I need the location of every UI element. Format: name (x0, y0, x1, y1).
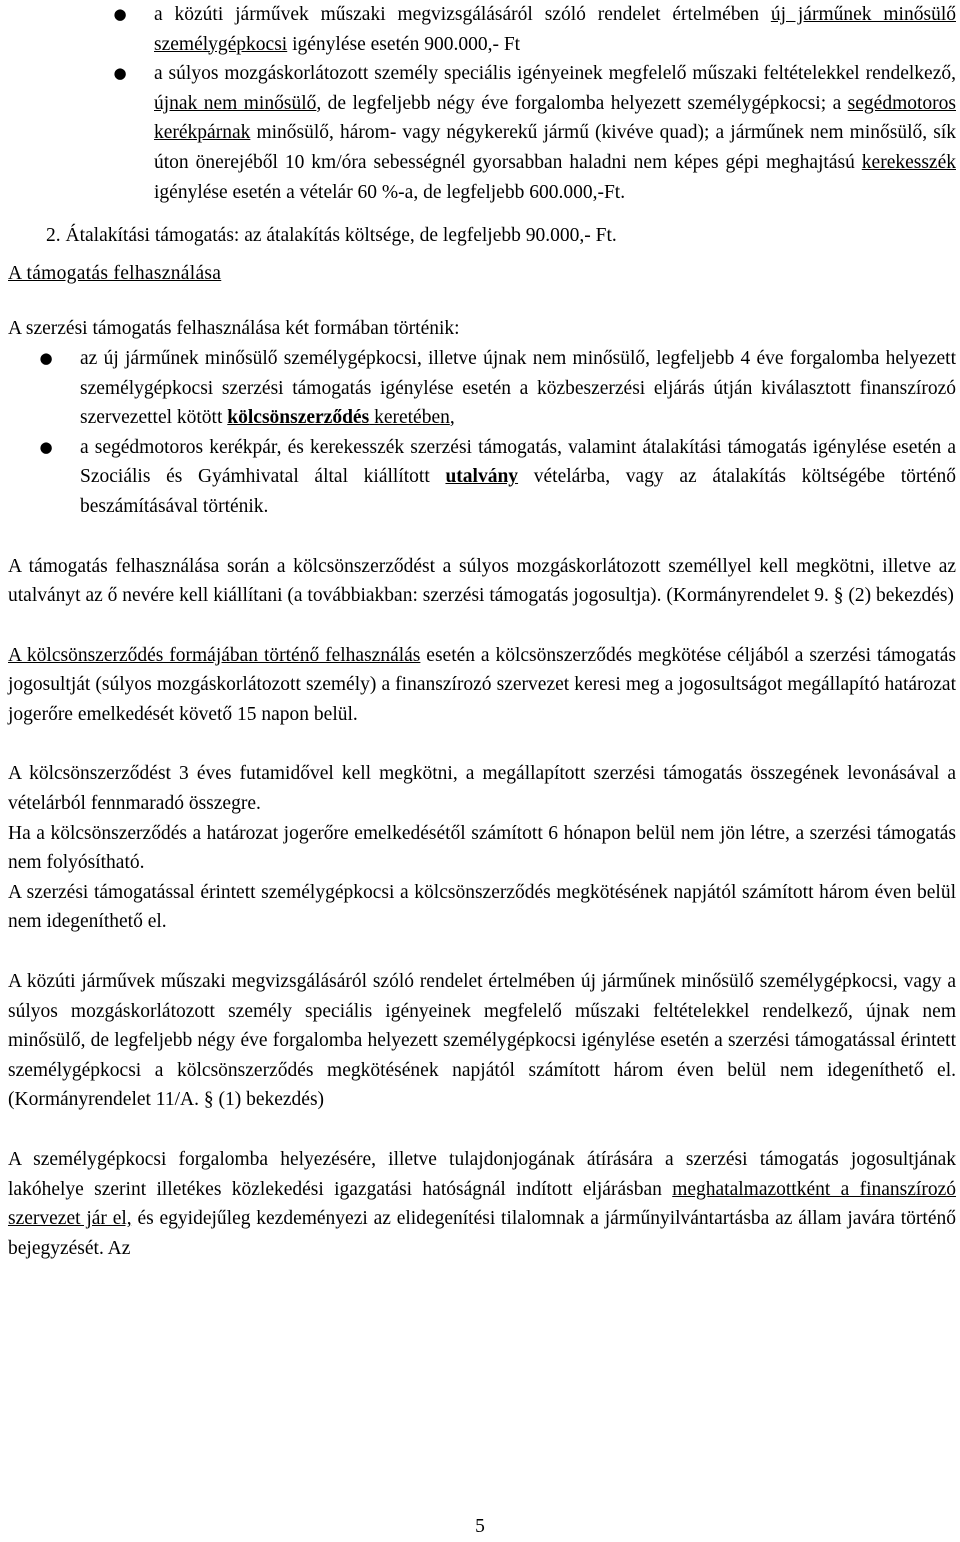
bullet-icon: ● (113, 5, 127, 23)
bullet-icon: ● (39, 348, 53, 367)
underlined-term: meghatalmazottként a finanszírozó szervezet jár el, (8, 1178, 956, 1230)
bold-term: utalvány (445, 466, 519, 488)
document-page (8, 0, 956, 1263)
intro-paragraph: A szerzési támogatás felhasználása két formában történik: (8, 318, 460, 340)
section-heading: A támogatás felhasználása (8, 262, 222, 284)
underlined-term: A kölcsönszerződés formájában történő felhasználás (8, 644, 421, 666)
paragraph: A személygépkocsi forgalomba helyezésére, illetve tulajdonjogának átírására a szerzési támogatás jogosultjának lakóhelye szerint illetékes közlekedési igazgatási hatóságnál indított eljárásban meghatalmazottként a finanszírozó szervezet jár el, és egyidejűleg kezdeményezi az elidegenítési tilalomnak a járműnyilvántartásba az állam javára történő bejegyzését. Az (8, 1149, 957, 1259)
bullet-list-top (113, 0, 956, 207)
paragraph: A közúti járművek műszaki megvizsgálásáról szóló rendelet értelmében új járműnek minősülő személygépkocsi, vagy a súlyos mozgáskorlátozott személy speciális igényeinek megfelelő műszaki feltételekkel rendelkező, újnak nem minősülő, de legfeljebb négy éve forgalomba helyezett személygépkocsi igénylése esetén a szerzési támogatással érintett személygépkocsi a kölcsönszerződés megkötésének napjától számított három éven belül nem idegeníthető el. (Kormányrendelet 11/A. § (1) bekezdés) (8, 971, 956, 1111)
underlined-term: új járműnek minősülő személygépkocsi (154, 4, 956, 55)
list-item: ● a segédmotoros kerékpár, és kerekesszék szerzési támogatás, valamint átalakítási támogatás igénylése esetén a Szociális és Gyámhivatal által kiállított utalvány vételárba, vagy az átalakítás költségébe történő beszámításával történik. (80, 433, 956, 522)
bullet-icon: ● (39, 437, 53, 456)
bold-term: kölcsönszerződés (227, 407, 370, 429)
paragraph: A kölcsönszerződést 3 éves futamidővel kell megkötni, a megállapított szerzési támogatás összegének levonásával a vételárból fennmaradó összegre. (8, 763, 956, 815)
underlined-term: keretében (369, 407, 450, 429)
underlined-term: segédmotoros kerékpárnak (154, 92, 956, 144)
paragraph: Ha a kölcsönszerződés a határozat jogerőre emelkedésétől számított 6 hónapon belül nem jön létre, a szerzési támogatás nem folyósítható. (8, 822, 956, 874)
page-number: 5 (475, 1516, 485, 1537)
paragraph: A szerzési támogatással érintett személygépkocsi a kölcsönszerződés megkötésének napjától számított három éven belül nem idegeníthető el. (8, 881, 956, 933)
bullet-icon: ● (113, 64, 127, 83)
list-item: ● a súlyos mozgáskorlátozott személy speciális igényeinek megfelelő műszaki feltételekkel rendelkező, újnak nem minősülő, de legfeljebb négy éve forgalomba helyezett személygépkocsi; a segédmotoros kerékpárnak minősülő, három- vagy négykerekű jármű (kivéve quad); a járműnek nem minősülő, sík úton önerejéből 10 km/óra sebességnél gyorsabban haladni nem képes gépi meghajtású kerekesszék igénylése esetén a vételár 60 %-a, de legfeljebb 600.000,-Ft. (154, 59, 956, 207)
underlined-term: újnak nem minősülő (154, 92, 317, 114)
underlined-term: kerekesszék (861, 151, 956, 173)
list-item: ● az új járműnek minősülő személygépkocsi, illetve újnak nem minősülő, legfeljebb 4 éve forgalomba helyezett személygépkocsi szerzési támogatás igénylése esetén a közbeszerzési eljárás útján kiválasztott finanszírozó szervezettel kötött kölcsönszerződés keretében, (80, 344, 956, 433)
bullet-list-mid (39, 344, 956, 522)
paragraph: A kölcsönszerződés formájában történő felhasználás esetén a kölcsönszerződés megkötése céljából a szerzési támogatás jogosultját (súlyos mozgáskorlátozott személy) a finanszírozó szervezet keresi meg a jogosultságot megállapító határozat jogerőre emelkedését követő 15 napon belül. (8, 644, 956, 725)
paragraph: A támogatás felhasználása során a kölcsönszerződést a súlyos mozgáskorlátozott személlyel kell megkötni, illetve az utalványt az ő nevére kell kiállítani (a továbbiakban: szerzési támogatás jogosultja). (Kormányrendelet 9. § (2) bekezdés) (8, 555, 956, 607)
list-item: ● a közúti járművek műszaki megvizsgálásáról szóló rendelet értelmében új járműnek minősülő személygépkocsi igénylése esetén 900.000,- Ft (154, 0, 956, 59)
numbered-item: 2. Átalakítási támogatás: az átalakítás költsége, de legfeljebb 90.000,- Ft. (46, 225, 617, 247)
